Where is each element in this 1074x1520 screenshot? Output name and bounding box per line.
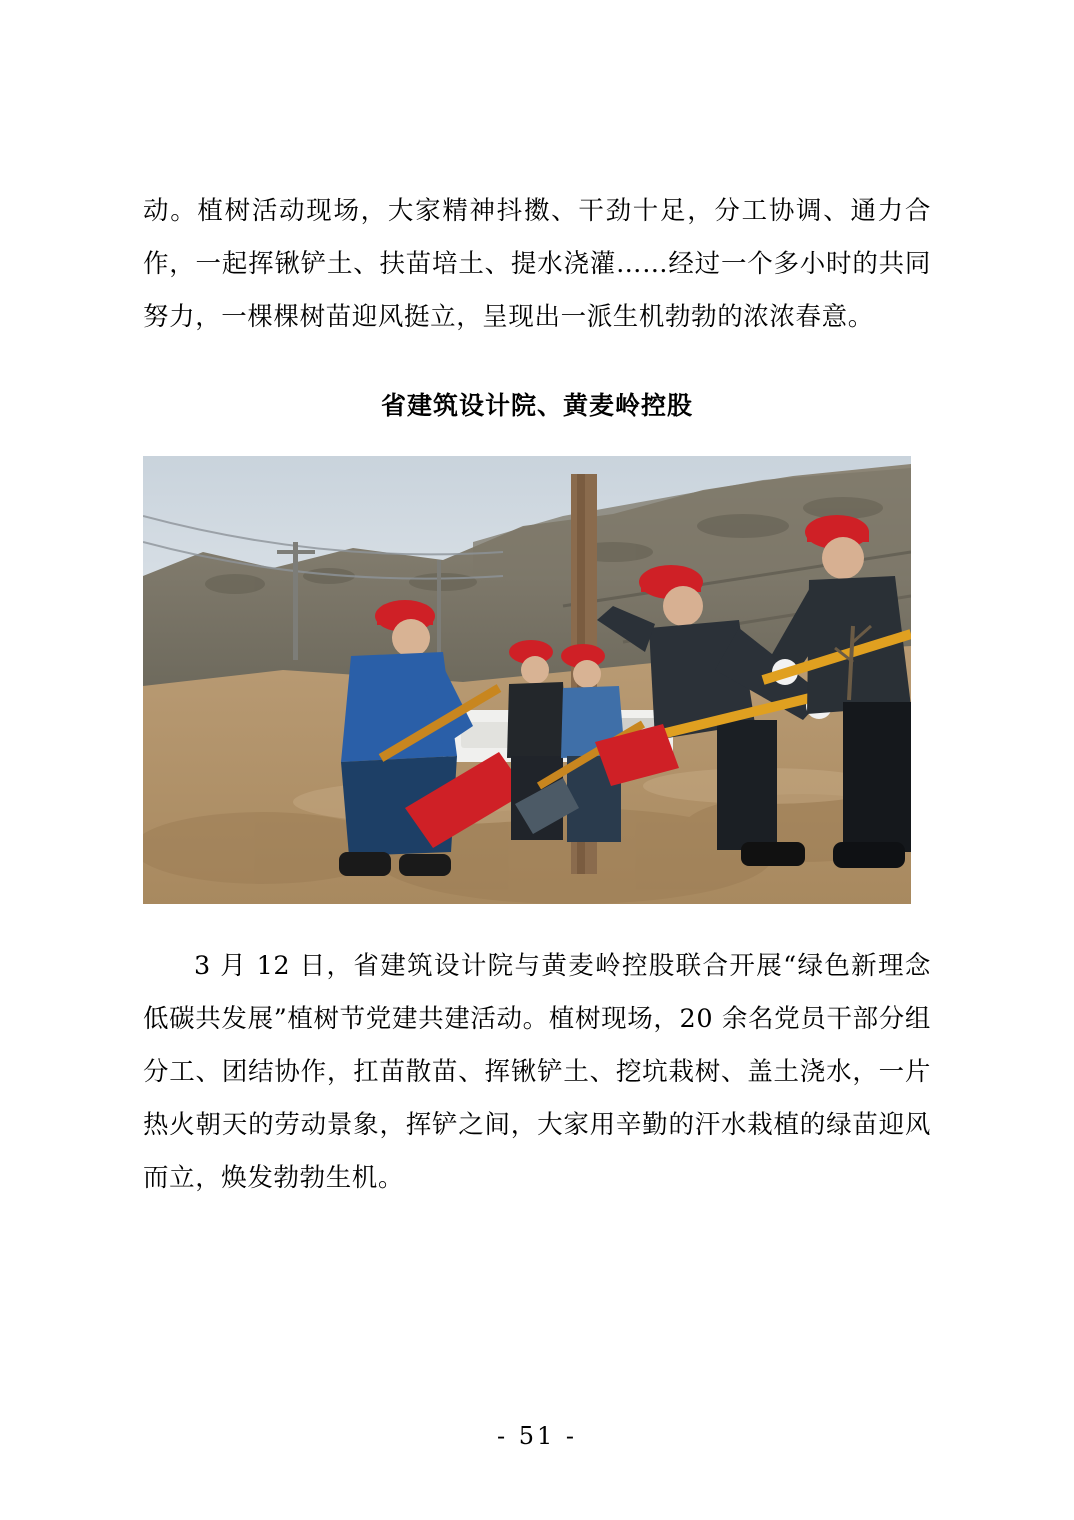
section-heading: 省建筑设计院、黄麦岭控股 bbox=[380, 391, 693, 420]
body-paragraph-2: 3 月 12 日，省建筑设计院与黄麦岭控股联合开展“绿色新理念 低碳共发展”植树节党建共建活动。植树现场，20 余名党员干部分组分工、团结协作，扛苗散苗、挥锹铲土、挖坑栽树、盖土浇水，一片热火朝天的劳动景象，挥铲之间，大家用辛勤的汗水栽植的绿苗迎风而立，焕发勃勃生机。 bbox=[143, 951, 931, 1193]
tree-planting-photo bbox=[143, 456, 911, 904]
body-paragraph-1: 动。植树活动现场，大家精神抖擞、干劲十足，分工协调、通力合作，一起挥锹铲土、扶苗培土、提水浇灌……经过一个多小时的共同努力，一棵棵树苗迎风挺立，呈现出一派生机勃勃的浓浓春意。 bbox=[143, 196, 931, 332]
page-number: - 51 - bbox=[496, 1422, 577, 1450]
page-content bbox=[143, 185, 931, 1205]
